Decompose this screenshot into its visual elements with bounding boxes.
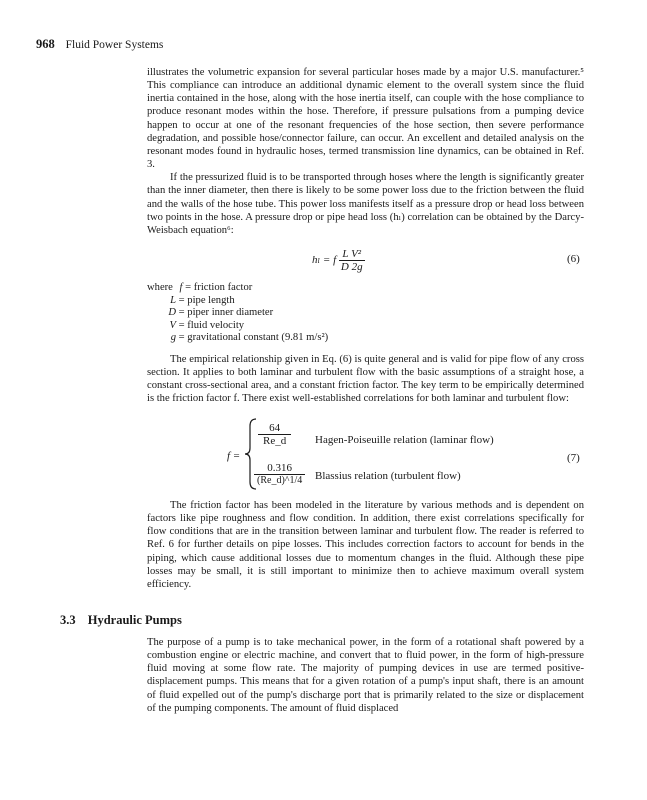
- definition-desc: = fluid velocity: [178, 319, 245, 331]
- definition-var: f: [179, 282, 183, 293]
- paragraph-4: The friction factor has been modeled in the literature by various methods and is dependent on factors like pipe roughness and flow condition. In addition, there exist correlations specifically for flow conditions that are in the transition between laminar and turbulent flow. The reader is referred to Ref. 6 for further details on pipe losses. This includes correction factors to account for bends in the piping, which cause additional losses due to momentum changes in the fluid. Although these pipe losses may be small, it is still important to minimize then to achieve maximum overall system efficiency.: [147, 500, 584, 590]
- paragraph-4-block: [147, 499, 584, 591]
- definition-row: [147, 320, 328, 333]
- equation-7-turbulent-fraction: [254, 462, 305, 487]
- equation-7-laminar-fraction: [258, 422, 291, 447]
- page-number: 968: [36, 37, 55, 51]
- equation-7-number: (7): [567, 452, 580, 464]
- turbulent-fraction: [254, 462, 305, 487]
- paragraph-3-block: [147, 353, 584, 406]
- definition-row: [147, 282, 328, 295]
- section-title: Hydraulic Pumps: [87, 613, 182, 627]
- equation-6-numerator: L V²: [339, 248, 365, 261]
- equation-6-lhs: hₗ = f: [312, 254, 337, 267]
- laminar-numerator: 64: [258, 422, 291, 435]
- paragraph-5: The purpose of a pump is to take mechanical power, in the form of a rotational shaft powered by a combustion engine or electric machine, and convert that to fluid power, in the form of high-pressure fluid moving at some flow rate. The majority of pumping devices in use are termed positive-displacement pumps. This means that for a given rotation of a pump's input shaft, there is an amount of fluid expelled out of the pump's discharge port that is primarily related to the size or displacement of the pumping components. The amount of fluid displaced: [147, 637, 584, 714]
- definition-row: [147, 295, 328, 308]
- definition-desc: = piper inner diameter: [178, 307, 274, 319]
- definition-var: L: [170, 294, 176, 306]
- section-heading: [60, 613, 182, 628]
- equation-7-lhs: f =: [227, 450, 241, 462]
- equation-6: [312, 248, 365, 273]
- equation-6-denominator: D 2g: [340, 261, 363, 273]
- definition-var: g: [170, 332, 176, 344]
- definition-var: D: [168, 307, 176, 319]
- section-number: 3.3: [60, 613, 76, 627]
- paragraph-2: If the pressurized fluid is to be transported through hoses where the length is significantly greater than the inner diameter, then there is likely to be some power loss due to the friction between the fluid and the walls of the hose tube. This power loss manifests itself as a pressure drop or head loss between two points in the hose. A pressure drop or pipe head loss (hₗ) correlation can be obtained by the Darcy-Weisbach equation⁶:: [147, 172, 584, 236]
- running-title: Fluid Power Systems: [65, 39, 164, 51]
- definition-desc: = friction factor: [185, 282, 253, 293]
- paragraph-1: illustrates the volumetric expansion for several particular hoses made by a major U.S. manufacturer.⁵ This compliance can introduce an additional dynamic element to the overall system since the fluid inertia contained in the hose, along with the hose inertia itself, can couple with the hose compliance to produce resonant modes within the hose. Therefore, if pressure pulsations from a pumping device happen to occur at one of the resonant frequencies of the hose section, then severe performance degradation, and possible hose/connector failure, can occur. An excellent and detailed analysis on the resonant modes found in hydraulic hoses, termed transmission line dynamics, can be obtained in Ref. 3.: [147, 67, 584, 171]
- definition-desc: = pipe length: [178, 294, 235, 306]
- laminar-label: Hagen-Poiseuille relation (laminar flow): [315, 434, 494, 446]
- turbulent-label: Blassius relation (turbulent flow): [315, 470, 461, 482]
- equation-6-fraction: [339, 248, 365, 273]
- laminar-fraction: [258, 422, 291, 447]
- paragraph-5-block: [147, 636, 584, 715]
- turbulent-denominator: (Re_d)^1/4: [257, 475, 303, 486]
- paragraph-1-block: [147, 66, 584, 237]
- paragraph-3: The empirical relationship given in Eq. (6) is quite general and is valid for pipe flow of any cross section. It applies to both laminar and turbulent flow with the basic assumptions of a straight hose, a constant cross-sectional area, and a constant friction factor. The key term to be empirically determined is the friction factor f. There exist well-established correlations for both laminar and turbulent flow:: [147, 354, 584, 405]
- equation-6-number: (6): [567, 253, 580, 265]
- laminar-denominator: Re_d: [263, 435, 287, 447]
- definition-desc: = gravitational constant (9.81 m/s²): [178, 332, 329, 344]
- turbulent-numerator: 0.316: [254, 462, 305, 475]
- definition-row: [147, 307, 328, 320]
- variable-definitions: [147, 282, 328, 345]
- running-header: [36, 37, 163, 52]
- definition-row: [147, 332, 328, 345]
- where-word: where: [147, 282, 173, 293]
- definition-var: V: [169, 319, 176, 331]
